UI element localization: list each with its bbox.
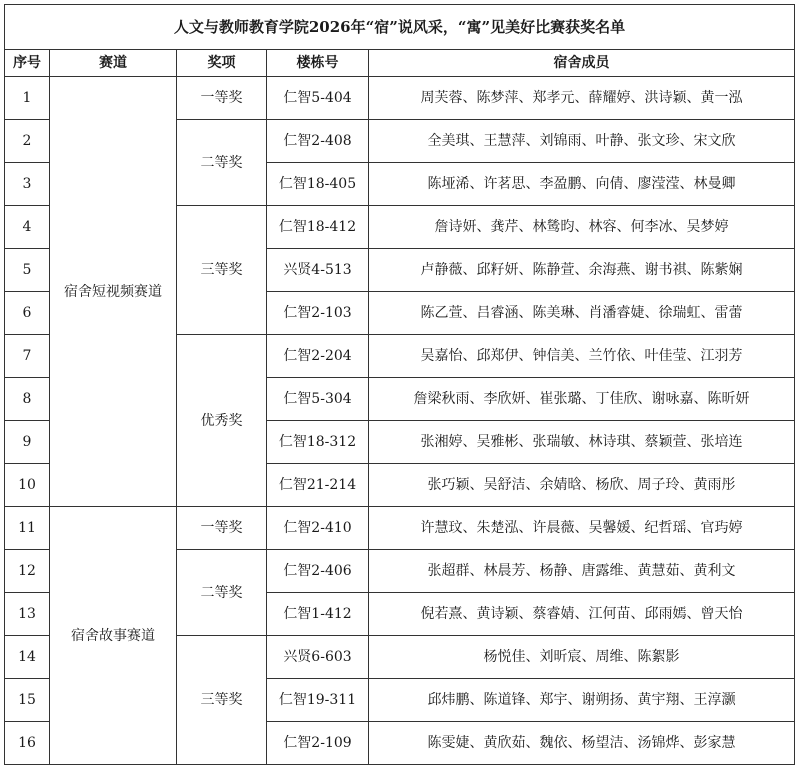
header-row xyxy=(5,50,795,77)
award-cell: 二等奖 xyxy=(177,550,267,636)
members-cell: 邱炜鹏、陈道锋、郑宇、谢朔扬、黄宇翔、王淳灏 xyxy=(369,679,795,722)
award-list-page xyxy=(0,4,799,779)
row-no: 14 xyxy=(5,636,50,679)
table-row xyxy=(5,507,795,550)
members-cell: 张巧颖、吴舒洁、余婧晗、杨欣、周子玲、黄雨彤 xyxy=(369,464,795,507)
row-no: 12 xyxy=(5,550,50,593)
award-cell: 优秀奖 xyxy=(177,335,267,507)
track-cell-video: 宿舍短视频赛道 xyxy=(50,77,177,507)
building-cell: 仁智21-214 xyxy=(267,464,369,507)
members-cell: 卢静薇、邱籽妍、陈静萱、余海燕、谢书祺、陈紫娴 xyxy=(369,249,795,292)
header-track: 赛道 xyxy=(50,50,177,77)
row-no: 8 xyxy=(5,378,50,421)
row-no: 6 xyxy=(5,292,50,335)
building-cell: 兴贤4-513 xyxy=(267,249,369,292)
track-cell-story: 宿舍故事赛道 xyxy=(50,507,177,765)
building-cell: 仁智2-103 xyxy=(267,292,369,335)
award-cell: 一等奖 xyxy=(177,507,267,550)
building-cell: 仁智18-312 xyxy=(267,421,369,464)
award-table xyxy=(4,4,795,765)
header-no: 序号 xyxy=(5,50,50,77)
row-no: 7 xyxy=(5,335,50,378)
members-cell: 陈垭浠、许茗思、李盈鹏、向倩、廖滢滢、林曼卿 xyxy=(369,163,795,206)
table-title: 人文与教师教育学院2026年“宿”说风采，“寓”见美好比赛获奖名单 xyxy=(5,5,795,50)
row-no: 9 xyxy=(5,421,50,464)
members-cell: 张湘婷、吴雅彬、张瑞敏、林诗琪、蔡颖萱、张培连 xyxy=(369,421,795,464)
members-cell: 全美琪、王慧萍、刘锦雨、叶静、张文珍、宋文欣 xyxy=(369,120,795,163)
row-no: 13 xyxy=(5,593,50,636)
members-cell: 詹诗妍、龚芹、林鸶昀、林容、何李冰、吴梦婷 xyxy=(369,206,795,249)
award-cell: 一等奖 xyxy=(177,77,267,120)
members-cell: 许慧玟、朱楚泓、许晨薇、吴馨媛、纪哲瑶、官玙婷 xyxy=(369,507,795,550)
members-cell: 周芙蓉、陈梦萍、郑孝元、薛耀婷、洪诗颖、黄一泓 xyxy=(369,77,795,120)
row-no: 11 xyxy=(5,507,50,550)
members-cell: 陈雯婕、黄欣茹、魏依、杨望洁、汤锦烨、彭家慧 xyxy=(369,722,795,765)
members-cell: 詹梁秋雨、李欣妍、崔张璐、丁佳欣、谢咏嘉、陈昕妍 xyxy=(369,378,795,421)
members-cell: 吴嘉怡、邱郑伊、钟信美、兰竹依、叶佳莹、江羽芳 xyxy=(369,335,795,378)
header-members: 宿舍成员 xyxy=(369,50,795,77)
award-cell: 二等奖 xyxy=(177,120,267,206)
building-cell: 仁智19-311 xyxy=(267,679,369,722)
building-cell: 仁智2-408 xyxy=(267,120,369,163)
building-cell: 仁智1-412 xyxy=(267,593,369,636)
building-cell: 仁智18-405 xyxy=(267,163,369,206)
row-no: 1 xyxy=(5,77,50,120)
building-cell: 仁智2-109 xyxy=(267,722,369,765)
table-row xyxy=(5,77,795,120)
building-cell: 仁智2-204 xyxy=(267,335,369,378)
row-no: 15 xyxy=(5,679,50,722)
header-building: 楼栋号 xyxy=(267,50,369,77)
building-cell: 仁智18-412 xyxy=(267,206,369,249)
row-no: 4 xyxy=(5,206,50,249)
building-cell: 仁智5-404 xyxy=(267,77,369,120)
row-no: 5 xyxy=(5,249,50,292)
row-no: 3 xyxy=(5,163,50,206)
members-cell: 张超群、林晨芳、杨静、唐露维、黄慧茹、黄利文 xyxy=(369,550,795,593)
building-cell: 兴贤6-603 xyxy=(267,636,369,679)
members-cell: 倪若熹、黄诗颖、蔡睿婧、江何苗、邱雨嫣、曾天怡 xyxy=(369,593,795,636)
row-no: 16 xyxy=(5,722,50,765)
row-no: 2 xyxy=(5,120,50,163)
building-cell: 仁智2-410 xyxy=(267,507,369,550)
award-cell: 三等奖 xyxy=(177,206,267,335)
award-cell: 三等奖 xyxy=(177,636,267,765)
members-cell: 杨悦佳、刘昕宸、周维、陈絮影 xyxy=(369,636,795,679)
building-cell: 仁智2-406 xyxy=(267,550,369,593)
header-award: 奖项 xyxy=(177,50,267,77)
title-row xyxy=(5,5,795,50)
building-cell: 仁智5-304 xyxy=(267,378,369,421)
members-cell: 陈乙萱、吕睿涵、陈美琳、肖潘睿婕、徐瑞虹、雷蕾 xyxy=(369,292,795,335)
row-no: 10 xyxy=(5,464,50,507)
